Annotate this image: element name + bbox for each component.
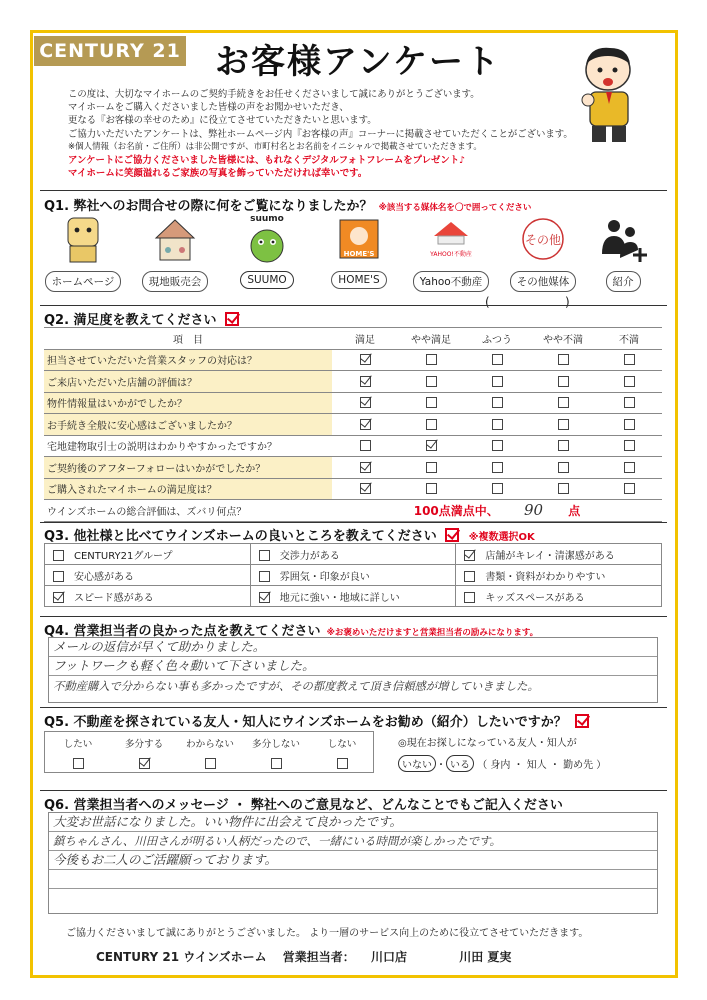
divider: [40, 616, 667, 617]
row-label: ご来店いただいた店舗の評価は？: [44, 371, 332, 393]
q5-heading: Q5. 不動産を探されている友人・知人にウインズホームをお勧め（紹介）したいですか？: [44, 711, 589, 730]
answer-line: [49, 870, 657, 889]
rating-cell: [596, 435, 662, 457]
rating-cell: [530, 349, 596, 371]
rating-cell: [332, 349, 398, 371]
checkbox[interactable]: [426, 419, 437, 430]
rating-cell: [398, 392, 464, 414]
rating-cell: [464, 371, 530, 393]
rating-cell: [332, 414, 398, 436]
option-label: 交渉力がある: [279, 550, 340, 562]
divider: [40, 707, 667, 708]
strength-option[interactable]: [456, 544, 662, 565]
checkbox[interactable]: [558, 397, 569, 408]
homes-logo-icon: [332, 214, 386, 264]
option-label: 書類・資料がわかりやすい: [485, 571, 606, 583]
rating-cell: [332, 371, 398, 393]
row-label: お手続き全般に安心感はございましたか？: [44, 414, 332, 436]
media-homepage[interactable]: ホームページ: [40, 214, 126, 292]
checkbox[interactable]: [337, 758, 348, 769]
rating-cell: [332, 457, 398, 479]
col-header: 不満: [596, 328, 662, 350]
checkbox[interactable]: [492, 440, 503, 451]
homepage-mascot-icon: [56, 214, 110, 264]
checkbox[interactable]: [426, 397, 437, 408]
checkbox[interactable]: [492, 354, 503, 365]
row-label: ご購入されたマイホームの満足度は？: [44, 478, 332, 500]
media-suumo[interactable]: suumo SUUMO: [224, 214, 310, 289]
thanks-text: ご協力くださいまして誠にありがとうございました。 より一層のサービス向上のために役立てさせていただきます。: [66, 928, 589, 939]
col-header: 満足: [332, 328, 398, 350]
checkbox[interactable]: [53, 571, 64, 582]
satisfaction-row: [44, 478, 662, 500]
recommend-option[interactable]: わからない: [177, 736, 243, 769]
rating-cell: [398, 349, 464, 371]
century21-logo: CENTURY 21: [34, 36, 186, 66]
checkbox[interactable]: [73, 758, 84, 769]
strengths-table: [44, 543, 662, 607]
checkbox[interactable]: [53, 592, 64, 603]
intro-text: この度は、大切なマイホームのご契約手続きをお任せくださいまして誠にありがとうございます。 マイホームをご購入くださいました皆様の声をお聞かせいただき、 更なる『お客様の幸せのため』に役立てさせていただきたいと思います。 ご協力いただいたアンケートは、弊社ホームページ内『お客様の声』コーナーに掲載させていただくことがございます。 ※個人情報（お名前・ご住所）は非公開ですが、市町村名とお名前をイニシャルで掲載させていただきます。 アンケートにご協力くださいました皆様には、もれなくデジタルフォトフレームをプレゼント♪ マイホームに笑顔溢れるご家族の写真を飾っていただければ幸いです。: [68, 89, 573, 180]
other-paren-close: ): [565, 295, 570, 309]
checkbox[interactable]: [624, 354, 635, 365]
row-label: ご契約後のアフターフォローはいかがでしたか？: [44, 457, 332, 479]
strength-option[interactable]: [456, 565, 662, 586]
option-label: キッズスペースがある: [485, 592, 585, 604]
rating-cell: [596, 478, 662, 500]
svg-text:YAHOO!不動産: YAHOO!不動産: [430, 251, 472, 258]
recommend-option[interactable]: しない: [309, 736, 375, 769]
satisfaction-row: [44, 349, 662, 371]
strength-option[interactable]: [45, 565, 251, 586]
checkbox[interactable]: [360, 440, 371, 451]
rating-cell: [596, 392, 662, 414]
recommend-option[interactable]: 多分しない: [243, 736, 309, 769]
strengths-row: [45, 544, 662, 565]
answer-line: 大変お世話になりました。いい物件に出会えて良かったです。: [49, 813, 657, 832]
recommend-option[interactable]: したい: [45, 736, 111, 769]
strengths-row: [45, 586, 662, 607]
checkbox[interactable]: [464, 592, 475, 603]
rating-cell: [464, 435, 530, 457]
red-check-icon: [575, 714, 589, 728]
svg-text:HOME'S: HOME'S: [343, 250, 375, 258]
checkbox[interactable]: [271, 758, 282, 769]
checkbox[interactable]: [360, 397, 371, 408]
option-label: 安心感がある: [74, 571, 134, 583]
row-label: 物件情報量はいかがでしたか？: [44, 392, 332, 414]
answer-line: 不動産購入で分からない事も多かったですが、その都度教えて頂き信頼感が増していきました。: [53, 680, 539, 693]
checkbox[interactable]: [360, 419, 371, 430]
checkbox[interactable]: [558, 419, 569, 430]
page-title: お客様アンケート: [215, 42, 501, 82]
score-field[interactable]: 100点満点中、 90 点: [332, 500, 662, 522]
satisfaction-row: [44, 457, 662, 479]
checkbox[interactable]: [426, 483, 437, 494]
rating-cell: [398, 414, 464, 436]
media-options: [40, 214, 660, 288]
checkbox[interactable]: [426, 354, 437, 365]
media-homes[interactable]: HOME'S HOME'S: [316, 214, 402, 289]
q1-heading: Q1. 弊社へのお問合せの際に何をご覧になりましたか？ ※該当する媒体名を〇で囲ってください: [44, 199, 532, 214]
checkbox[interactable]: [360, 462, 371, 473]
q4-answer-box[interactable]: [48, 637, 658, 703]
recommend-option[interactable]: 多分する: [111, 736, 177, 769]
rating-cell: [596, 414, 662, 436]
strength-option[interactable]: [45, 544, 251, 565]
option-label: CENTURY21グループ: [74, 550, 173, 562]
satisfaction-row: [44, 435, 662, 457]
red-check-icon: [445, 528, 459, 542]
q6-heading: Q6. 営業担当者へのメッセージ ・ 弊社へのご意見など、どんなことでもご記入ください: [44, 798, 563, 813]
strength-option[interactable]: [250, 565, 456, 586]
recommend-options: [44, 731, 374, 773]
staff-name: 川田 夏実: [459, 950, 512, 964]
yahoo-house-icon: [424, 214, 478, 264]
rating-cell: [464, 414, 530, 436]
checkbox[interactable]: [624, 419, 635, 430]
checkbox[interactable]: [492, 462, 503, 473]
strength-option[interactable]: [45, 586, 251, 607]
answer-line: 今後もお二人のご活躍願っております。: [49, 851, 657, 870]
rating-cell: [530, 435, 596, 457]
rating-cell: [596, 349, 662, 371]
row-label: 宅地建物取引士の説明はわかりやすかったですか？: [44, 435, 332, 457]
rating-cell: [398, 435, 464, 457]
col-header: やや不満: [530, 328, 596, 350]
checkbox[interactable]: [259, 592, 270, 603]
checkbox[interactable]: [139, 758, 150, 769]
suumo-mascot-icon: [240, 224, 294, 264]
checkbox[interactable]: [426, 462, 437, 473]
other-stamp-icon: [516, 214, 570, 264]
satisfaction-row: [44, 414, 662, 436]
checkbox[interactable]: [492, 419, 503, 430]
checkbox[interactable]: [492, 376, 503, 387]
staff-label: 営業担当者：: [282, 950, 355, 964]
mascot-illustration: [570, 42, 650, 150]
strengths-row: [45, 565, 662, 586]
rating-cell: [596, 371, 662, 393]
rating-cell: [464, 478, 530, 500]
rating-cell: [332, 478, 398, 500]
checkbox[interactable]: [464, 550, 475, 561]
rating-cell: [530, 414, 596, 436]
checkbox[interactable]: [360, 483, 371, 494]
checkbox[interactable]: [624, 440, 635, 451]
checkbox[interactable]: [558, 462, 569, 473]
rating-cell: [464, 392, 530, 414]
checkbox[interactable]: [624, 483, 635, 494]
col-header: やや満足: [398, 328, 464, 350]
divider: [40, 522, 667, 523]
other-paren-open: (: [485, 295, 490, 309]
checkbox[interactable]: [426, 376, 437, 387]
q3-heading: Q3. 他社様と比べてウインズホームの良いところを教えてください ※複数選択OK: [44, 529, 535, 544]
answer-line: 鎮ちゃんさん、川田さんが明るい人柄だったので、一緒にいる時間が楽しかったです。: [49, 832, 657, 851]
checkbox[interactable]: [360, 354, 371, 365]
col-header: ふつう: [464, 328, 530, 350]
score-label: ウインズホームの総合評価は、ズバリ何点？: [44, 500, 332, 522]
rating-cell: [530, 392, 596, 414]
strength-option[interactable]: [456, 586, 662, 607]
rating-cell: [530, 478, 596, 500]
checkbox[interactable]: [558, 354, 569, 365]
row-label: 担当させていただいた営業スタッフの対応は？: [44, 349, 332, 371]
checkbox[interactable]: [492, 397, 503, 408]
rating-cell: [332, 392, 398, 414]
q2-heading: Q2. 満足度を教えてください: [44, 309, 239, 328]
checkbox[interactable]: [492, 483, 503, 494]
red-check-icon: [225, 312, 239, 326]
checkbox[interactable]: [360, 376, 371, 387]
option-label: スピード感がある: [74, 592, 154, 604]
friends-answer: いない ・ いる （ 身内 ・ 知人 ・ 勤め先 ）: [398, 755, 606, 772]
col-item: 項 目: [44, 328, 332, 350]
media-open-house[interactable]: 現地販売会: [132, 214, 218, 292]
q4-heading: Q4. 営業担当者の良かった点を教えてください ※お褒めいただけますと営業担当者の励みになります。: [44, 624, 539, 639]
checkbox[interactable]: [558, 376, 569, 387]
rating-cell: [530, 371, 596, 393]
footer-signature: [96, 948, 523, 965]
media-other[interactable]: その他 その他媒体: [500, 214, 586, 292]
rating-cell: [398, 478, 464, 500]
rating-cell: [398, 457, 464, 479]
company-name: CENTURY 21 ウインズホーム: [96, 950, 267, 964]
rating-cell: [398, 371, 464, 393]
rating-cell: [464, 457, 530, 479]
svg-text:その他: その他: [524, 233, 562, 247]
answer-line: フットワークも軽く色々動いて下さいました。: [49, 657, 657, 676]
q6-answer-box[interactable]: [48, 812, 658, 914]
divider: [40, 190, 667, 191]
answer-line: メールの返信が早くて助かりました。: [49, 638, 657, 657]
store-name: 川口店: [370, 950, 407, 964]
checkbox[interactable]: [205, 758, 216, 769]
rating-cell: [530, 457, 596, 479]
people-plus-icon: [596, 214, 650, 264]
rating-cell: [596, 457, 662, 479]
checkbox[interactable]: [624, 397, 635, 408]
satisfaction-row: [44, 371, 662, 393]
option-inai[interactable]: いない: [398, 755, 436, 772]
checkbox[interactable]: [624, 376, 635, 387]
checkbox[interactable]: [259, 550, 270, 561]
strength-option[interactable]: [250, 544, 456, 565]
satisfaction-table: [44, 327, 662, 522]
checkbox[interactable]: [558, 483, 569, 494]
checkbox[interactable]: [259, 571, 270, 582]
answer-line: [49, 889, 657, 908]
option-label: 雰囲気・印象が良い: [279, 571, 370, 583]
option-iru[interactable]: いる: [446, 755, 474, 772]
checkbox[interactable]: [426, 440, 437, 451]
strength-option[interactable]: [250, 586, 456, 607]
checkbox[interactable]: [464, 571, 475, 582]
friends-question: ◎現在お探しになっている友人・知人が: [398, 738, 577, 749]
option-label: 店舗がキレイ・清潔感がある: [485, 550, 615, 562]
rating-cell: [464, 349, 530, 371]
option-label: 地元に強い・地域に詳しい: [279, 592, 400, 604]
checkbox[interactable]: [624, 462, 635, 473]
divider: [40, 305, 667, 306]
media-referral[interactable]: 紹介: [580, 214, 666, 292]
rating-cell: [332, 435, 398, 457]
media-yahoo[interactable]: YAHOO!不動産 Yahoo不動産: [408, 214, 494, 292]
house-family-icon: [148, 214, 202, 264]
checkbox[interactable]: [53, 550, 64, 561]
satisfaction-row: [44, 392, 662, 414]
checkbox[interactable]: [558, 440, 569, 451]
divider: [40, 790, 667, 791]
